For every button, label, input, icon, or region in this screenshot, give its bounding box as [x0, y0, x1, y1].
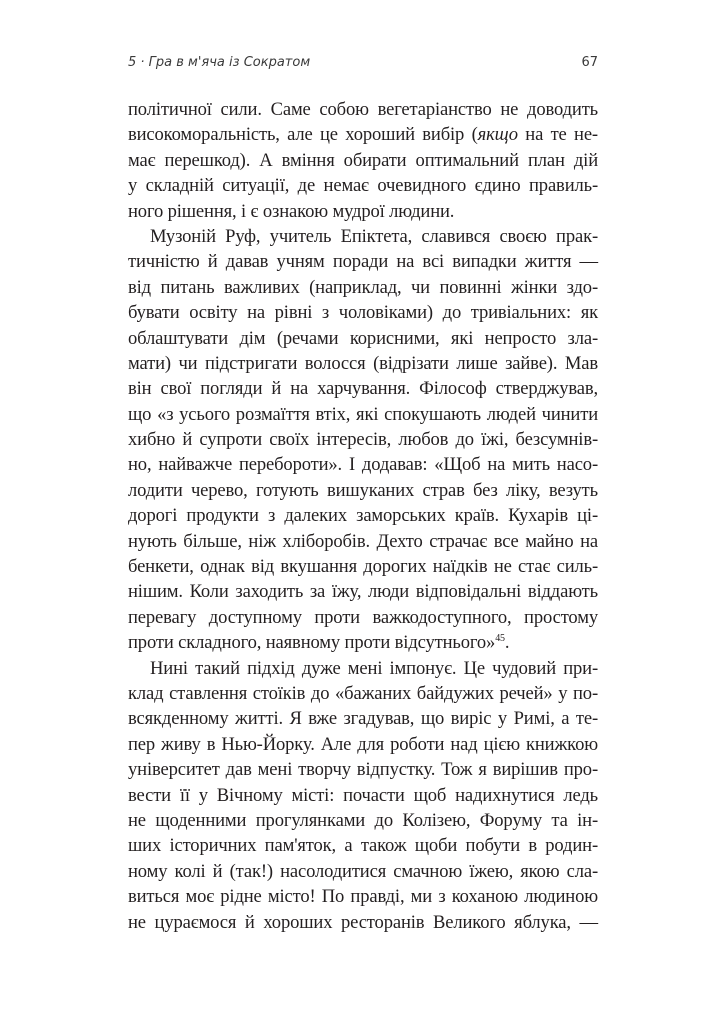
- text-line: облаштувати дім (речами корисними, які непросто зла-: [128, 327, 598, 349]
- chapter-title: 5 · Гра в м'яча із Сократом: [128, 55, 311, 70]
- text-line: має перешкод). А вміння обирати оптимальний план дій: [128, 149, 598, 171]
- text-line: но, найважче перебороти». І додавав: «Щоб на мить насо-: [128, 454, 598, 476]
- text-line: всякденному житті. Я вже згадував, що виріс у Римі, а те-: [128, 708, 598, 730]
- emphasis: якщо: [477, 124, 518, 146]
- text-line: тичністю й давав учням поради на всі випадки життя —: [128, 251, 598, 273]
- text-line: нішим. Коли заходить за їжу, люди відповідальні віддають: [128, 581, 598, 603]
- text-line: політичної сили. Саме собою вегетаріанство не доводить: [128, 99, 598, 120]
- text-line: мати) чи підстригати волосся (відрізати лише зайве). Мав: [128, 352, 598, 374]
- paragraph-first-line: Нині такий підхід дуже мені імпонує. Це чудовий при-: [150, 657, 598, 679]
- text-line: він свої погляди й на харчування. Філософ стверджував,: [128, 378, 598, 400]
- footnote-reference: 45: [495, 633, 505, 645]
- text-line: проти складного, наявному проти відсутнього»$^{45}$.: [128, 632, 510, 654]
- page-number: 67: [581, 55, 598, 70]
- text-line: що «з усього розмаїття втіх, які спокушають людей чинити: [128, 403, 598, 425]
- text-line: не щоденними прогулянками до Колізею, Форуму та ін-: [128, 809, 598, 831]
- paragraph-first-line: Музоній Руф, учитель Епіктета, славився своєю прак-: [150, 225, 598, 247]
- text-line: нують більше, ніж хліборобів. Дехто страчає все майно на: [128, 530, 598, 552]
- text-line: ного рішення, і є ознакою мудрої людини.: [128, 200, 455, 222]
- text-line: університет дав мені творчу відпустку. Тож я вирішив про-: [128, 759, 598, 781]
- text-line: ному колі й (так!) насолодитися смачною їжею, якою сла-: [128, 860, 598, 882]
- running-head: [128, 55, 598, 75]
- text-line: бенкети, однак від вкушання дорогих наїдків не стає силь-: [128, 556, 598, 578]
- body-text: [128, 97, 598, 935]
- text-line: лодити черево, готують вишуканих страв без ліку, везуть: [128, 479, 598, 501]
- text-line: вести її у Вічному місті: почасти щоб надихнутися ледь: [128, 784, 598, 806]
- text-line: перевагу доступному проти важкодоступного, простому: [128, 606, 598, 628]
- text-line: пер живу в Нью-Йорку. Але для роботи над цією книжкою: [128, 733, 598, 755]
- text-line: клад ставлення стоїків до «бажаних байдужих речей» у по-: [128, 682, 598, 704]
- text-line: у складній ситуації, де немає очевидного єдино правиль-: [128, 175, 598, 197]
- text-line: ших історичних пам'яток, а також щоби побути в родин-: [128, 835, 598, 857]
- text-line: хибно й супроти своїх інтересів, любов до їжі, безсумнів-: [128, 429, 598, 451]
- text-line: не цураємося й хороших ресторанів Великого яблука, —: [128, 911, 598, 933]
- text-line: дорогі продукти з далеких заморських країв. Кухарів ці-: [128, 505, 598, 527]
- text-line: бувати освіту на рівні з чоловіками) до тривіальних: як: [128, 302, 598, 324]
- text-line: від питань важливих (наприклад, чи повинні жінки здо-: [128, 276, 598, 298]
- text-line: високоморальність, але це хороший вибір (якщо на те не-: [128, 124, 598, 146]
- text-line: виться моє рідне місто! По правді, ми з коханою людиною: [128, 886, 598, 908]
